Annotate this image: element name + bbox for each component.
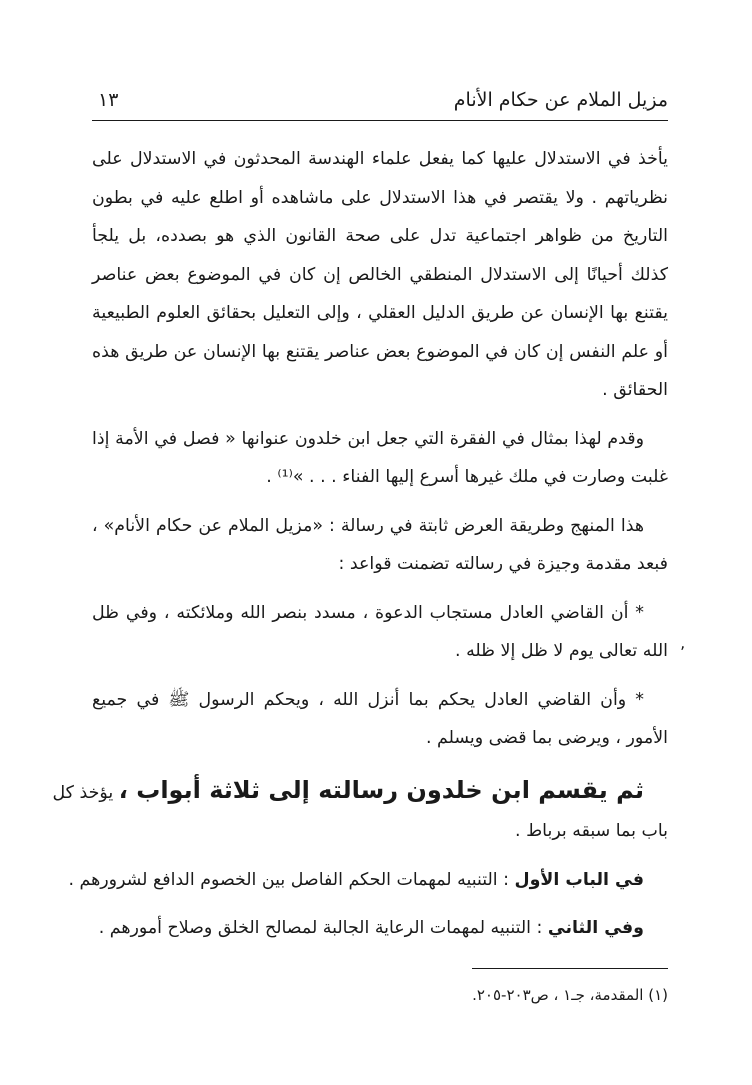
paragraph-1 — [92, 140, 668, 410]
text-line: الحقائق . — [602, 380, 668, 400]
chapter-lead: وفي الثاني — [547, 918, 644, 938]
text-line: وقدم لهذا بمثال في الفقرة التي جعل ابن خلدون عنوانها « فصل في الأمة إذا — [92, 428, 644, 449]
paragraph-8 — [92, 909, 668, 948]
text-line — [92, 909, 668, 948]
section-heading: ثم يقسم ابن خلدون رسالته إلى ثلاثة أبواب ، — [118, 775, 644, 804]
paragraph-4 — [92, 594, 668, 671]
margin-mark: ʼ — [680, 643, 686, 662]
paragraph-7 — [68, 861, 668, 900]
text-line: هذا المنهج وطريقة العرض ثابتة في رسالة : «مزيل الملام عن حكام الأنام» ، — [92, 515, 644, 536]
paragraph-2 — [92, 420, 668, 497]
paragraph-3 — [92, 507, 668, 584]
chapter-text: : التنبيه لمهمات الحكم الفاصل بين الخصوم الدافع لشرورهم . — [68, 869, 515, 890]
running-header — [92, 84, 668, 121]
paragraph-6 — [52, 768, 668, 851]
text-line: باب بما سبقه برباط . — [515, 821, 668, 841]
paragraph-5 — [92, 681, 668, 758]
chapter-text: : التنبيه لمهمات الرعاية الجالبة لمصالح الخلق وصلاح أمورهم . — [98, 918, 548, 938]
page-number: ١٣ — [98, 89, 119, 111]
text-line: فبعد مقدمة وجيزة في رسالته تضمنت قواعد : — [338, 554, 668, 574]
text-line — [52, 768, 668, 813]
text-line: نظرياتهم . ولا يقتصر في هذا الاستدلال على ماشاهده أو اطلع عليه في بطون — [92, 187, 668, 208]
text-line: التاريخ من ظواهر اجتماعية تدل على صحة القانون الذي هو بصدده، بل يلجأ — [92, 226, 668, 246]
header-title: مزيل الملام عن حكام الأنام — [453, 89, 668, 111]
text-line: غلبت وصارت في ملك غيرها أسرع إليها الفناء . . . »⁽¹⁾ . — [266, 467, 668, 487]
body-text — [52, 140, 668, 948]
text-line — [68, 861, 668, 900]
footnote-rule — [472, 968, 668, 969]
text-line: أو علم النفس إن كان في الموضوع بعض عناصر يقتنع بها الإنسان عن طريق هذه — [92, 341, 668, 362]
footnote: (١) المقدمة، جـ١ ، ص٢٠٣-٢٠٥. — [472, 986, 668, 1004]
text-line: يقتنع بها الإنسان عن طريق الدليل العقلي ، وإلى التعليل بحقائق العلوم الطبيعية — [92, 303, 668, 323]
text-line: يأخذ في الاستدلال عليها كما يفعل علماء الهندسة المحدثون في الاستدلال على — [92, 149, 668, 169]
text-line: كذلك أحيانًا إلى الاستدلال المنطقي الخالص إن كان في الموضوع بعض عناصر — [92, 264, 668, 285]
text-line: * أن القاضي العادل مستجاب الدعوة ، مسدد بنصر الله وملائكته ، وفي ظل — [92, 602, 644, 623]
text-line: الأمور ، ويرضى بما قضى ويسلم . — [425, 728, 668, 748]
text-line: * وأن القاضي العادل يحكم بما أنزل الله ، ويحكم الرسول ﷺ في جميع — [92, 689, 644, 710]
chapter-lead: في الباب الأول — [514, 869, 644, 890]
text-line: الله تعالى يوم لا ظل إلا ظله . — [455, 641, 668, 661]
heading-continuation: يؤخذ كل — [52, 782, 119, 803]
